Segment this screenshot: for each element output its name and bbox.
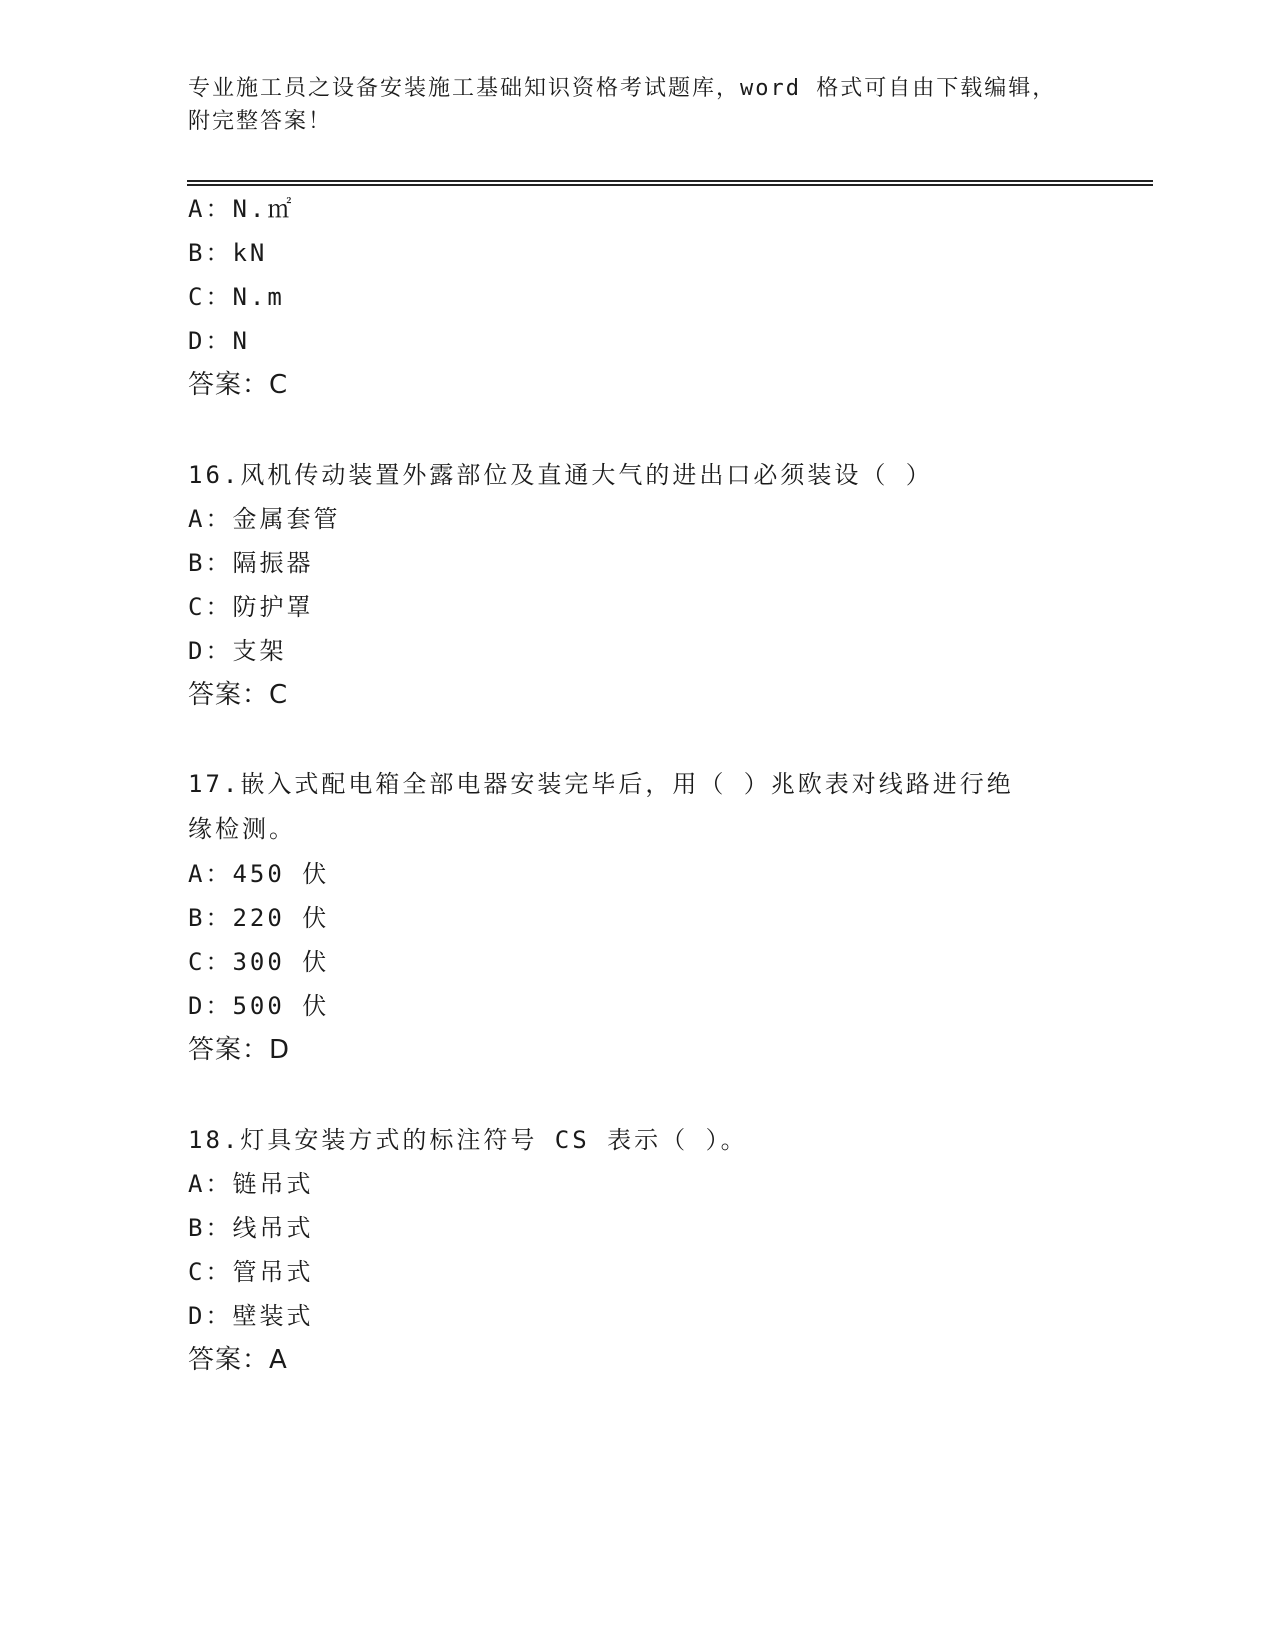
header-line-1: 专业施工员之设备安装施工基础知识资格考试题库，word 格式可自由下载编辑， xyxy=(188,76,1057,101)
q17-option-a: A：450 伏 xyxy=(188,860,330,888)
q15-answer: 答案：C xyxy=(188,370,289,400)
q17-option-d: D：500 伏 xyxy=(188,992,330,1020)
q15-option-c: C：N.m xyxy=(188,283,285,311)
q15-option-b: B：kN xyxy=(188,239,268,267)
q17-answer: 答案：D xyxy=(188,1035,291,1065)
q15-option-d: D：N xyxy=(188,327,250,355)
q18-option-d: D：壁装式 xyxy=(188,1302,314,1330)
q16-answer: 答案：C xyxy=(188,680,289,710)
q18-option-b: B：线吊式 xyxy=(188,1214,314,1242)
q18-question: 18.灯具安装方式的标注符号 CS 表示（ ）。 xyxy=(188,1126,748,1154)
q16-option-b: B：隔振器 xyxy=(188,549,314,577)
header-divider-bottom xyxy=(187,184,1153,186)
q16-option-a: A：金属套管 xyxy=(188,505,341,533)
document-header xyxy=(188,72,1088,138)
q16-option-c: C：防护罩 xyxy=(188,593,314,621)
q17-option-b: B：220 伏 xyxy=(188,904,330,932)
q18-option-c: C：管吊式 xyxy=(188,1258,314,1286)
q15-option-a: A：N.㎡ xyxy=(188,195,295,223)
q17-option-c: C：300 伏 xyxy=(188,948,330,976)
header-divider-top xyxy=(187,180,1153,182)
q18-answer: 答案：A xyxy=(188,1345,288,1375)
q17-question-line-1: 17.嵌入式配电箱全部电器安装完毕后，用（ ）兆欧表对线路进行绝 xyxy=(188,770,1014,798)
header-line-2: 附完整答案！ xyxy=(188,109,333,134)
q16-option-d: D：支架 xyxy=(188,637,287,665)
q16-question: 16.风机传动装置外露部位及直通大气的进出口必须装设（ ） xyxy=(188,461,933,489)
q17-question-line-2: 缘检测。 xyxy=(188,815,296,843)
q18-option-a: A：链吊式 xyxy=(188,1170,314,1198)
